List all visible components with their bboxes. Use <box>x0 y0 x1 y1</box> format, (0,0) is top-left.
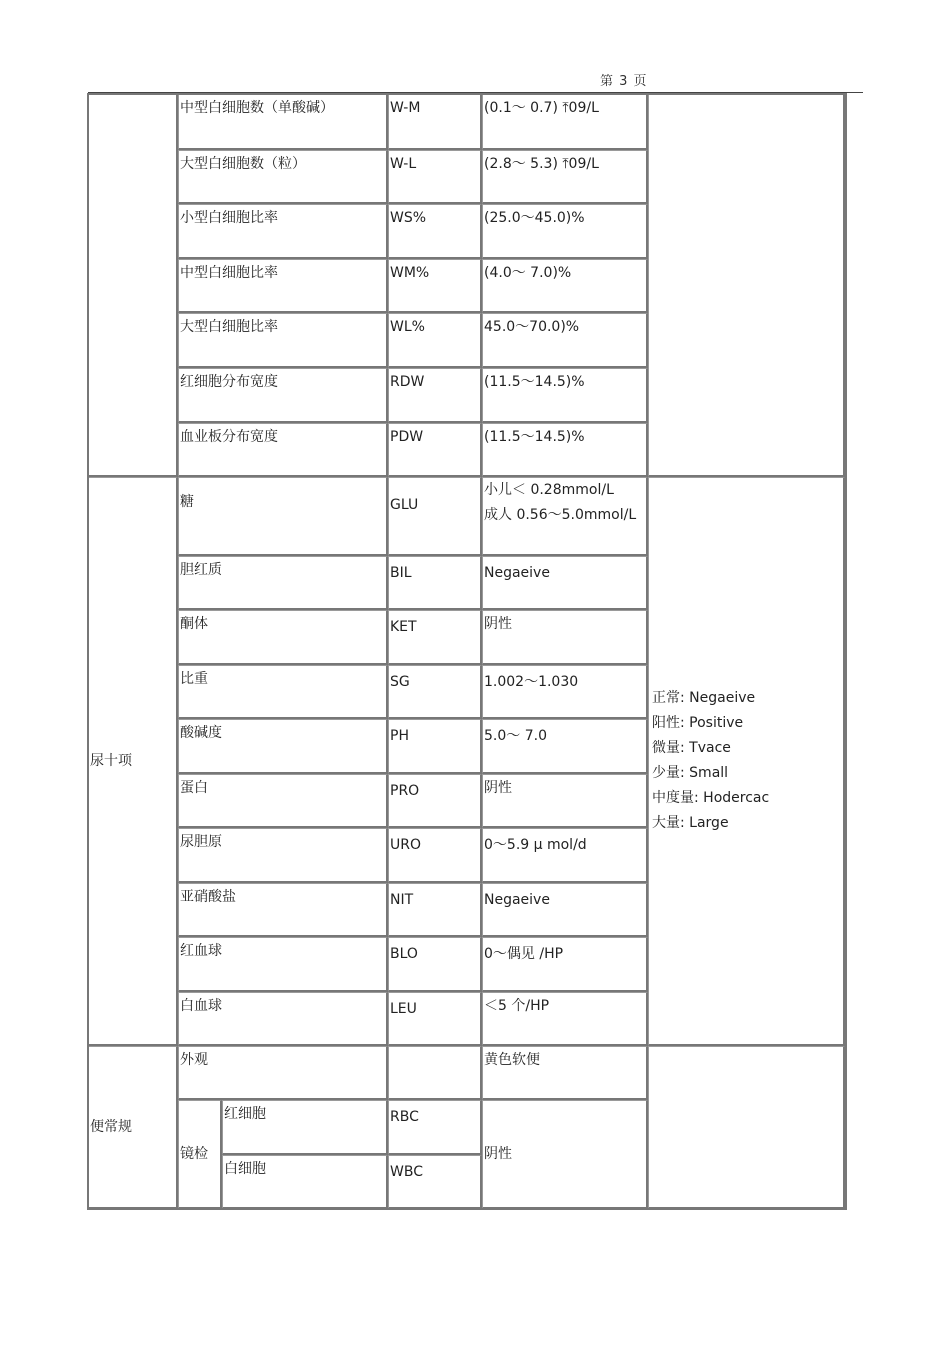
test-name: 红细胞分布宽度 <box>180 374 278 390</box>
test-name-cell <box>178 719 388 774</box>
test-name-cell <box>222 1100 388 1155</box>
test-code-cell <box>388 1155 482 1209</box>
test-name: 蛋白 <box>180 780 208 796</box>
test-code-cell <box>388 368 482 423</box>
test-code: WL% <box>390 319 425 335</box>
reference-range-cell <box>482 1100 648 1209</box>
test-name: 中型白细胞比率 <box>180 265 278 281</box>
test-name-cell <box>178 259 388 313</box>
test-code: W-L <box>390 156 417 172</box>
reference-range-cell <box>482 937 648 992</box>
test-name-cell <box>178 556 388 610</box>
reference-range-cell <box>482 150 648 204</box>
reference-range: 阴性 <box>484 616 512 632</box>
test-code: PDW <box>390 429 424 445</box>
test-name-cell <box>178 150 388 204</box>
reference-range: (0.1～ 0.7) ⤒09/L <box>484 100 599 116</box>
test-name-cell <box>178 368 388 423</box>
reference-range-cell <box>482 368 648 423</box>
test-code-cell <box>388 204 482 259</box>
test-code-cell <box>388 556 482 610</box>
test-code-cell <box>388 828 482 883</box>
test-code: SG <box>390 674 410 690</box>
reference-range: 45.0～70.0)% <box>484 319 580 335</box>
test-name: 血业板分布宽度 <box>180 429 278 445</box>
legend-line: 大量: Large <box>652 815 729 831</box>
test-name: 亚硝酸盐 <box>180 889 236 905</box>
test-name-cell <box>178 313 388 368</box>
header-rule <box>88 92 863 93</box>
reference-range: (11.5～14.5)% <box>484 429 585 445</box>
test-name-cell <box>178 774 388 828</box>
test-code-cell <box>388 150 482 204</box>
stool-notes-cell <box>648 1046 845 1209</box>
reference-range: 黄色软便 <box>484 1052 540 1068</box>
test-code-cell <box>388 94 482 150</box>
test-name: 糖 <box>180 494 194 510</box>
test-name: 外观 <box>180 1052 208 1068</box>
test-code-cell <box>388 259 482 313</box>
reference-range-cell <box>482 313 648 368</box>
test-code-cell <box>388 719 482 774</box>
test-name: 白细胞 <box>224 1161 266 1177</box>
test-name-cell <box>178 883 388 937</box>
reference-range-cell <box>482 204 648 259</box>
test-name-cell <box>178 828 388 883</box>
test-code-cell <box>388 883 482 937</box>
test-code: WM% <box>390 265 430 281</box>
test-code: GLU <box>390 497 419 513</box>
test-name-cell <box>178 423 388 477</box>
stool-section-label: 便常规 <box>90 1119 132 1135</box>
blood-notes-cell <box>648 94 845 477</box>
reference-range: (2.8～ 5.3) ⤒09/L <box>484 156 599 172</box>
reference-range: (4.0～ 7.0)% <box>484 265 572 281</box>
reference-range-cell <box>482 883 648 937</box>
blood-section-label-cell <box>88 94 178 477</box>
urine-notes-cell <box>648 477 845 1046</box>
test-code: WBC <box>390 1164 423 1180</box>
test-name-cell <box>178 937 388 992</box>
test-code: PH <box>390 728 409 744</box>
test-code: RBC <box>390 1109 419 1125</box>
test-name: 胆红质 <box>180 562 222 578</box>
legend-line: 微量: Tvace <box>652 740 731 756</box>
reference-range-line: 小儿＜ 0.28mmol/L <box>484 482 614 498</box>
urine-section-label-cell <box>88 477 178 1046</box>
test-name-cell <box>222 1155 388 1209</box>
test-name: 小型白细胞比率 <box>180 210 278 226</box>
test-name: 红细胞 <box>224 1106 266 1122</box>
test-name: 大型白细胞比率 <box>180 319 278 335</box>
test-name-cell <box>178 1046 388 1100</box>
test-code-cell <box>388 1046 482 1100</box>
test-code: KET <box>390 619 417 635</box>
reference-range: 阴性 <box>484 780 512 796</box>
urine-section-label: 尿十项 <box>90 753 132 769</box>
test-code: NIT <box>390 892 414 908</box>
reference-range: 阴性 <box>484 1146 512 1162</box>
reference-range-cell <box>482 719 648 774</box>
legend-line: 中度量: Hodercac <box>652 790 770 806</box>
stool-section-label-cell <box>88 1046 178 1209</box>
reference-range-cell <box>482 423 648 477</box>
reference-range-cell <box>482 556 648 610</box>
reference-range-cell <box>482 1046 648 1100</box>
test-code-cell <box>388 937 482 992</box>
urine-result-legend <box>652 686 769 836</box>
reference-range-cell <box>482 477 648 556</box>
test-name: 比重 <box>180 671 208 687</box>
test-code: BLO <box>390 946 418 962</box>
reference-range: 0～偶见 /HP <box>484 946 564 962</box>
test-code: URO <box>390 837 421 853</box>
reference-range-cell <box>482 665 648 719</box>
legend-line: 正常: Negaeive <box>652 690 756 706</box>
reference-range: 5.0～ 7.0 <box>484 728 547 744</box>
reference-range: ＜5 个/HP <box>484 998 550 1014</box>
test-name: 红血球 <box>180 943 222 959</box>
page-header <box>0 70 950 90</box>
test-name-cell <box>178 204 388 259</box>
test-name: 大型白细胞数（粒） <box>180 156 306 172</box>
test-code-cell <box>388 313 482 368</box>
reference-range: Negaeive <box>484 892 550 908</box>
test-name-cell <box>178 94 388 150</box>
reference-range: 0～5.9 µ mol/d <box>484 837 587 853</box>
microscopy-label-cell <box>178 1100 222 1209</box>
reference-range: Negaeive <box>484 565 550 581</box>
test-code-cell <box>388 774 482 828</box>
reference-range-line: 成人 0.56～5.0mmol/L <box>484 507 637 523</box>
test-name: 白血球 <box>180 998 222 1014</box>
test-code-cell <box>388 477 482 556</box>
test-code-cell <box>388 423 482 477</box>
test-name-cell <box>178 477 388 556</box>
test-code: BIL <box>390 565 412 581</box>
test-code-cell <box>388 610 482 665</box>
reference-range-cell <box>482 610 648 665</box>
test-code-cell <box>388 665 482 719</box>
reference-range: 1.002～1.030 <box>484 674 579 690</box>
reference-range-cell <box>482 259 648 313</box>
legend-line: 阳性: Positive <box>652 715 744 731</box>
test-name: 尿胆原 <box>180 834 222 850</box>
test-code: RDW <box>390 374 425 390</box>
test-code-cell <box>388 992 482 1046</box>
test-name: 酸碱度 <box>180 725 222 741</box>
test-name: 中型白细胞数（单酸碱） <box>180 100 334 116</box>
page-number: 第 3 页 <box>600 74 648 89</box>
reference-range: (25.0～45.0)% <box>484 210 585 226</box>
reference-range-cell <box>482 992 648 1046</box>
microscopy-label: 镜检 <box>180 1146 208 1162</box>
test-name-cell <box>178 992 388 1046</box>
test-code: PRO <box>390 783 420 799</box>
reference-range: (11.5～14.5)% <box>484 374 585 390</box>
test-name-cell <box>178 665 388 719</box>
test-name-cell <box>178 610 388 665</box>
reference-range-cell <box>482 94 648 150</box>
test-name: 酮体 <box>180 616 208 632</box>
test-code: W-M <box>390 100 421 116</box>
test-code: WS% <box>390 210 427 226</box>
legend-line: 少量: Small <box>652 765 729 781</box>
reference-range-cell <box>482 774 648 828</box>
test-code: LEU <box>390 1001 417 1017</box>
reference-range-cell <box>482 828 648 883</box>
test-code-cell <box>388 1100 482 1155</box>
